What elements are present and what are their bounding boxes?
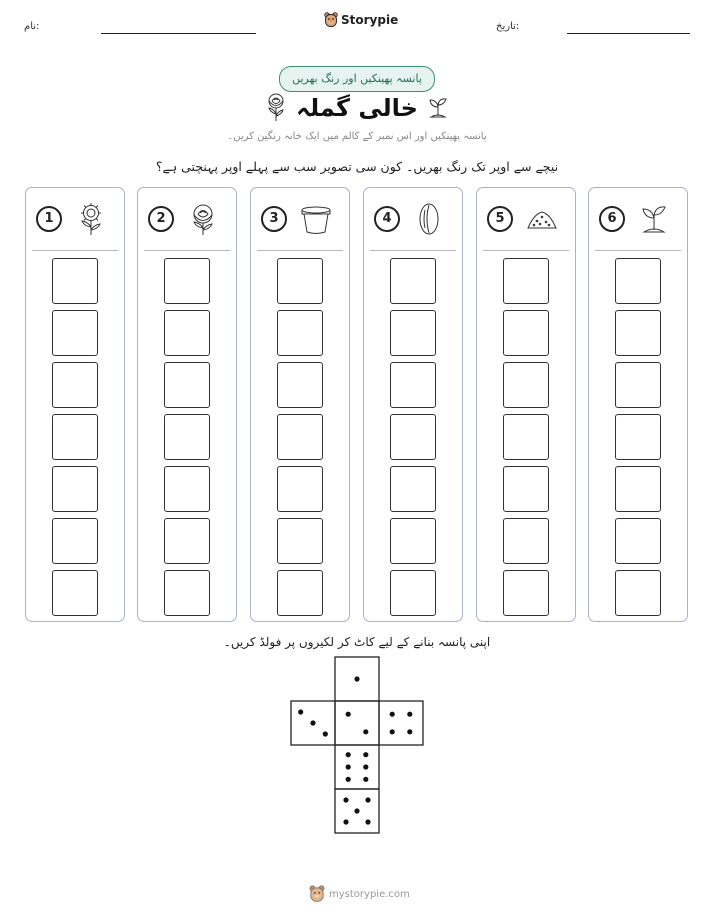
dice-face-6 <box>335 745 379 789</box>
title-text: خالی گملہ <box>296 94 418 122</box>
column-number: 3 <box>261 206 287 232</box>
column-number: 5 <box>487 206 513 232</box>
column-number: 4 <box>374 206 400 232</box>
dice-pip <box>365 797 370 802</box>
dice-pip <box>323 731 328 736</box>
dice-face-4 <box>379 701 423 745</box>
name-label: نام: <box>24 21 40 32</box>
dice-pip <box>390 729 395 734</box>
dice-instruction: اپنی پانسہ بنانے کے لیے کاٹ کر لکیروں پر فولڈ کریں۔ <box>223 635 491 649</box>
dice-pip <box>346 752 351 757</box>
column-number: 2 <box>148 206 174 232</box>
column-number: 6 <box>599 206 625 232</box>
bear-footer-icon <box>309 885 325 903</box>
game-pill: پانسہ پھینکیں اور رنگ بھریں <box>279 66 435 92</box>
dice-pip <box>363 752 368 757</box>
dice-pip <box>363 764 368 769</box>
dice-pip <box>407 729 412 734</box>
column-number: 1 <box>36 206 62 232</box>
dice-pip <box>346 712 351 717</box>
dice-pip <box>354 808 359 813</box>
instruction-text: پانسہ پھینکیں اور اس نمبر کے کالم میں ایک خانہ رنگین کریں۔ <box>227 131 487 142</box>
brand-name: Storypie <box>341 13 399 27</box>
dice-face-2 <box>335 701 379 745</box>
dice-pip <box>343 797 348 802</box>
dice-pip <box>354 676 359 681</box>
date-label: تاریخ: <box>496 21 520 32</box>
dice-pip <box>298 709 303 714</box>
dice-pip <box>407 712 412 717</box>
dice-pip <box>346 777 351 782</box>
dice-pip <box>343 819 348 824</box>
footer <box>309 885 410 903</box>
dice-pip <box>310 720 315 725</box>
footer-site: mystorypie.com <box>329 888 410 900</box>
dice-pip <box>363 729 368 734</box>
dice-pip <box>363 777 368 782</box>
dice-pip <box>365 819 370 824</box>
question-text: نیچے سے اوپر تک رنگ بھریں۔ کون سی تصویر سب سے پہلے اوپر پہنچتی ہے؟ <box>155 159 559 174</box>
dice-pip <box>346 764 351 769</box>
dice-pip <box>390 712 395 717</box>
